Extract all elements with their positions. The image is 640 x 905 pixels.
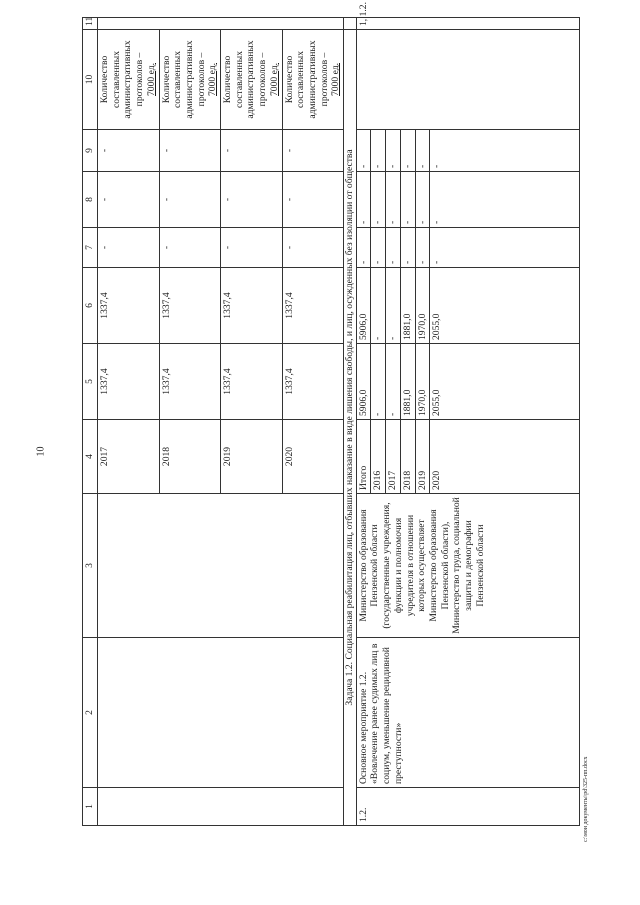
- period-cell: Итого: [356, 420, 371, 494]
- indicator-line: административных: [183, 40, 195, 119]
- header-cell: 7: [83, 228, 98, 268]
- value-cell: -: [356, 228, 371, 268]
- empty-cell: [98, 788, 344, 826]
- empty-cell: [98, 18, 344, 30]
- measure-executor: Министерство образования Пензенской области (государственные учреждения, функции и полномочия учредителя в отношении которых осуществляет Министерство образования Пензенской области), Министерство труда, социальной защиты и демографии Пензенской области: [356, 494, 580, 638]
- indicator-line: административных: [306, 40, 318, 119]
- value-cell: -: [98, 130, 160, 172]
- value-cell: 2055,0: [430, 268, 580, 344]
- value-cell: -: [159, 228, 221, 268]
- value-cell: -: [400, 172, 415, 228]
- value-cell: -: [356, 130, 371, 172]
- value-cell: 1337,4: [98, 344, 160, 420]
- value-cell: -: [371, 228, 386, 268]
- table-row: [356, 18, 371, 826]
- value-cell: 1337,4: [221, 344, 283, 420]
- measure-number: 1.2.: [356, 788, 580, 826]
- table-row: [98, 18, 160, 826]
- header-cell: 2: [83, 638, 98, 788]
- period-cell: 2016: [371, 420, 386, 494]
- header-row: [83, 18, 98, 826]
- indicator-line: составленных: [110, 50, 122, 109]
- header-cell: 10: [83, 30, 98, 130]
- value-cell: 1337,4: [282, 268, 344, 344]
- value-cell: -: [221, 228, 283, 268]
- header-cell: 6: [83, 268, 98, 344]
- indicator-line: Количество: [99, 55, 110, 104]
- header-cell: 11: [83, 18, 98, 30]
- value-cell: -: [371, 172, 386, 228]
- indicator-line: протоколов –: [318, 52, 330, 107]
- measure-link: 1, 1.2.: [356, 18, 580, 30]
- empty-cell: [98, 638, 344, 788]
- value-cell: 2055,0: [430, 344, 580, 420]
- value-cell: -: [430, 228, 580, 268]
- value-cell: -: [282, 130, 344, 172]
- header-cell: 1: [83, 788, 98, 826]
- task-title: Задача 1.2. Социальная реабилитация лиц, отбывших наказание в виде лишения свободы, и лиц, осужденных без изоляции от общества: [344, 30, 357, 826]
- value-cell: 1337,4: [221, 268, 283, 344]
- indicator-line: административных: [245, 40, 257, 119]
- value-cell: -: [159, 130, 221, 172]
- indicator-line: составленных: [172, 50, 184, 109]
- value-cell: 5906,0: [356, 344, 371, 420]
- indicator-cell: [221, 30, 283, 130]
- indicator-line: протоколов –: [195, 52, 207, 107]
- value-cell: -: [386, 172, 401, 228]
- indicator-line: составленных: [295, 50, 307, 109]
- header-cell: 5: [83, 344, 98, 420]
- value-cell: -: [386, 344, 401, 420]
- indicator-line: протоколов –: [257, 52, 269, 107]
- year-cell: 2017: [98, 420, 160, 494]
- header-cell: 4: [83, 420, 98, 494]
- value-cell: -: [159, 172, 221, 228]
- value-cell: -: [430, 172, 580, 228]
- value-cell: -: [371, 344, 386, 420]
- year-cell: 2019: [221, 420, 283, 494]
- indicator-line: составленных: [233, 50, 245, 109]
- period-cell: 2018: [400, 420, 415, 494]
- value-cell: 1970,0: [415, 268, 430, 344]
- value-cell: -: [386, 228, 401, 268]
- header-cell: 3: [83, 494, 98, 638]
- indicator-line: Количество: [160, 55, 172, 104]
- value-cell: -: [98, 172, 160, 228]
- indicator-cell: [159, 30, 221, 130]
- empty-cell: [344, 18, 357, 30]
- indicator-line: 7000 ед.: [207, 63, 219, 96]
- page-number: 10: [35, 446, 47, 457]
- value-cell: -: [221, 130, 283, 172]
- value-cell: -: [221, 172, 283, 228]
- value-cell: -: [415, 172, 430, 228]
- value-cell: -: [386, 268, 401, 344]
- task-row: [344, 18, 357, 826]
- value-cell: -: [415, 130, 430, 172]
- value-cell: 1970,0: [415, 344, 430, 420]
- value-cell: -: [371, 268, 386, 344]
- indicator-line: 7000 ед.: [330, 63, 342, 96]
- year-cell: 2020: [282, 420, 344, 494]
- measure-name: Основное мероприятие 1.2. «Вовлечение ранее судимых лиц в социум, уменьшение рецидивной преступности»: [356, 638, 580, 788]
- empty-cell: [356, 30, 580, 130]
- value-cell: 1881,0: [400, 268, 415, 344]
- value-cell: 5906,0: [356, 268, 371, 344]
- period-cell: 2017: [386, 420, 401, 494]
- value-cell: -: [430, 130, 580, 172]
- indicator-line: Количество: [222, 55, 234, 104]
- value-cell: 1337,4: [159, 344, 221, 420]
- value-cell: -: [282, 228, 344, 268]
- rotated-table-container: [82, 2, 582, 826]
- period-cell: 2019: [415, 420, 430, 494]
- value-cell: -: [386, 130, 401, 172]
- value-cell: -: [356, 172, 371, 228]
- indicator-line: протоколов –: [134, 52, 146, 107]
- empty-cell: [98, 494, 344, 638]
- value-cell: 1881,0: [400, 344, 415, 420]
- table-body: [83, 2, 580, 826]
- value-cell: -: [415, 228, 430, 268]
- indicator-cell: [98, 30, 160, 130]
- value-cell: 1337,4: [282, 344, 344, 420]
- indicator-line: 7000 ед.: [145, 63, 157, 96]
- program-table: [82, 2, 580, 826]
- period-cell: 2020: [430, 420, 580, 494]
- value-cell: -: [400, 130, 415, 172]
- year-cell: 2018: [159, 420, 221, 494]
- value-cell: 1337,4: [98, 268, 160, 344]
- footer-file-path: c:\мои документы\pd\325-пп.docx: [583, 756, 589, 842]
- header-cell: 9: [83, 130, 98, 172]
- value-cell: -: [282, 172, 344, 228]
- value-cell: 1337,4: [159, 268, 221, 344]
- value-cell: -: [400, 228, 415, 268]
- indicator-line: административных: [122, 40, 134, 119]
- value-cell: -: [371, 130, 386, 172]
- indicator-line: 7000 ед.: [268, 63, 280, 96]
- indicator-line: Количество: [283, 55, 295, 104]
- indicator-cell: [282, 30, 344, 130]
- header-cell: 8: [83, 172, 98, 228]
- value-cell: -: [98, 228, 160, 268]
